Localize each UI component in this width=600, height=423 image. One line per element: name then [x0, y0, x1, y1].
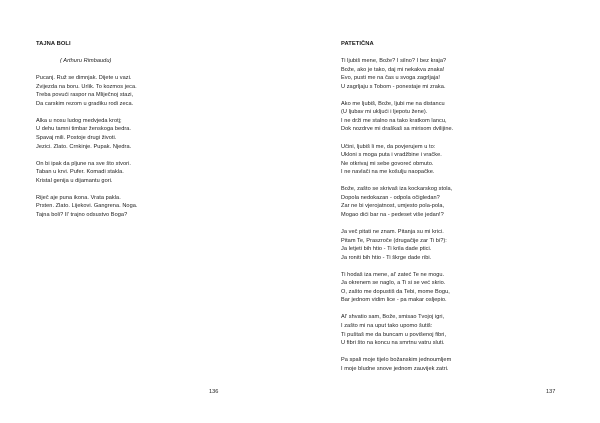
stanza	[341, 313, 581, 347]
verse-line: Učini, ljubiš li me, da povjerujem u to:	[341, 143, 436, 150]
verse-line: Ako me ljubiš, Bože, ljubi me na distancu	[341, 100, 445, 107]
poem-dedication: ( Arthuru Rimbaudu)	[60, 58, 112, 65]
poem-title: PATETIČNA	[341, 41, 374, 47]
verse-line: U zagrljaju s Tobom - ponestaje mi zraka.	[341, 83, 446, 90]
stanza	[36, 74, 276, 108]
verse-line: On bi ipak da pljune na sve što stvori.	[36, 160, 131, 167]
stanza	[36, 160, 276, 186]
verse-line: I ne navlači na me košulju naopačke.	[341, 169, 435, 176]
verse-line: I moje bludne snove jednom zauvijek zatri.	[341, 365, 449, 372]
verse-line: (U ljubav mi ukljući i ljepotu žene).	[341, 109, 428, 116]
verse-line: Mogao dići bar na - pedeset više jedan!?	[341, 211, 444, 218]
verse-line: Pucanj. Ruž se dimnjak. Dijete u vazi.	[36, 75, 132, 82]
verse-line: Riječ aje puna ikona. Vrata pakla.	[36, 194, 121, 201]
stanza	[341, 228, 581, 262]
stanzas	[36, 74, 276, 219]
poem-tajna-boli	[36, 40, 276, 228]
verse-line: Alka u nosu ludog medvjeda krotj;	[36, 117, 122, 124]
stanza	[36, 117, 276, 151]
verse-line: Pitam Te, Praszroče (drugačije zar Ti bi?):	[341, 237, 447, 244]
verse-line: Al' shvatio sam, Bože, smisao Tvojoj igri,	[341, 314, 445, 321]
verse-line: Ti hodaš iza mene, al' zateć Te ne mogu.	[341, 271, 445, 278]
verse-line: Ti puštaš me da buncam u povišenoj fibri,	[341, 331, 447, 338]
stanza	[341, 57, 581, 91]
page-number: 137	[546, 389, 556, 395]
stanzas	[341, 57, 581, 373]
verse-line: Ja okrenem se naglo, a Ti si se već skrio.	[341, 280, 446, 287]
verse-line: U fibri što na koncu na smrtnu vatru sluti.	[341, 340, 445, 347]
stanza	[36, 194, 276, 220]
verse-line: Da carskim rezom u gradiku rodi zeca.	[36, 100, 134, 107]
stanza	[341, 271, 581, 305]
verse-line: Prsten. Zlato. Lijekovi. Gangrena. Noga.	[36, 203, 138, 210]
verse-line: Taban u krvi. Pufer. Komadi stakla.	[36, 169, 124, 176]
verse-line: Zvijezda na boru. Urlik. To kozmos jeca.	[36, 83, 137, 90]
verse-line: U dehu tamni timbar ženskoga bedra.	[36, 126, 132, 133]
verse-line: Jezici. Zlato. Crnkinje. Pupak. Njedra.	[36, 143, 132, 150]
verse-line: Zar ne bi vjerojatnost, umjesto pola-pola,	[341, 203, 445, 210]
page-number: 136	[209, 389, 219, 395]
verse-line: Pa spali moje tijelo božanskim jednoumljem	[341, 357, 452, 364]
verse-line: Spavaj mili. Postoje drugi životi.	[36, 134, 117, 141]
verse-line: Ja letjeti bih htio - Ti krila dade ptici.	[341, 246, 432, 253]
verse-line: Bože, zašto se skrivaš iza kockarskog stola,	[341, 186, 453, 193]
stanza	[341, 143, 581, 177]
verse-line: Tajna boli? Il' trajno odsustvo Boga?	[36, 211, 128, 218]
verse-line: Evo, pusti me na čas u svoga zagrljaja!	[341, 75, 440, 82]
verse-line: O, zašto me dopustiš da Tebi, mome Bogu,	[341, 288, 450, 295]
stanza	[341, 356, 581, 373]
verse-line: Ukloni s moga puta i vradžbine i vračke.	[341, 152, 442, 159]
verse-line: Bar jednom vidim lice - pa makar osljepio.	[341, 297, 447, 304]
verse-line: I zašto mi na uput tako upomo šutiš:	[341, 323, 433, 329]
verse-line: Ja več pitati ne znam. Pitanja su mi krici.	[341, 228, 444, 235]
stanza	[341, 100, 581, 134]
verse-line: Ne otkrivaj mi sebe govoreć obmuto.	[341, 160, 434, 167]
verse-line: Kristal genija u dijamantu gori.	[36, 177, 113, 184]
verse-line: Ja roniti bih htio - Ti škrge dade ribi.	[341, 254, 432, 261]
verse-line: Treba povući raspor na Mliječnoj stazi,	[36, 92, 134, 99]
stanza	[341, 185, 581, 219]
verse-line: Dopola nedokazan - odpola očigledan?	[341, 194, 440, 201]
poem-title: TAJNA BOLI	[36, 41, 71, 47]
right-page	[300, 0, 600, 423]
verse-line: Bože, ako je tako, daj mi nekakva znaka!	[341, 66, 445, 73]
poem-pateticna	[341, 40, 581, 382]
verse-line: Dok nozdrve mi draškaš sa mirisom dvilijine.	[341, 126, 454, 133]
verse-line: Ti ljubiš mene, Bože? I silno? I bez kraja?	[341, 58, 447, 65]
verse-line: I ne drži me stalno na tako kratkom lancu,	[341, 117, 447, 124]
